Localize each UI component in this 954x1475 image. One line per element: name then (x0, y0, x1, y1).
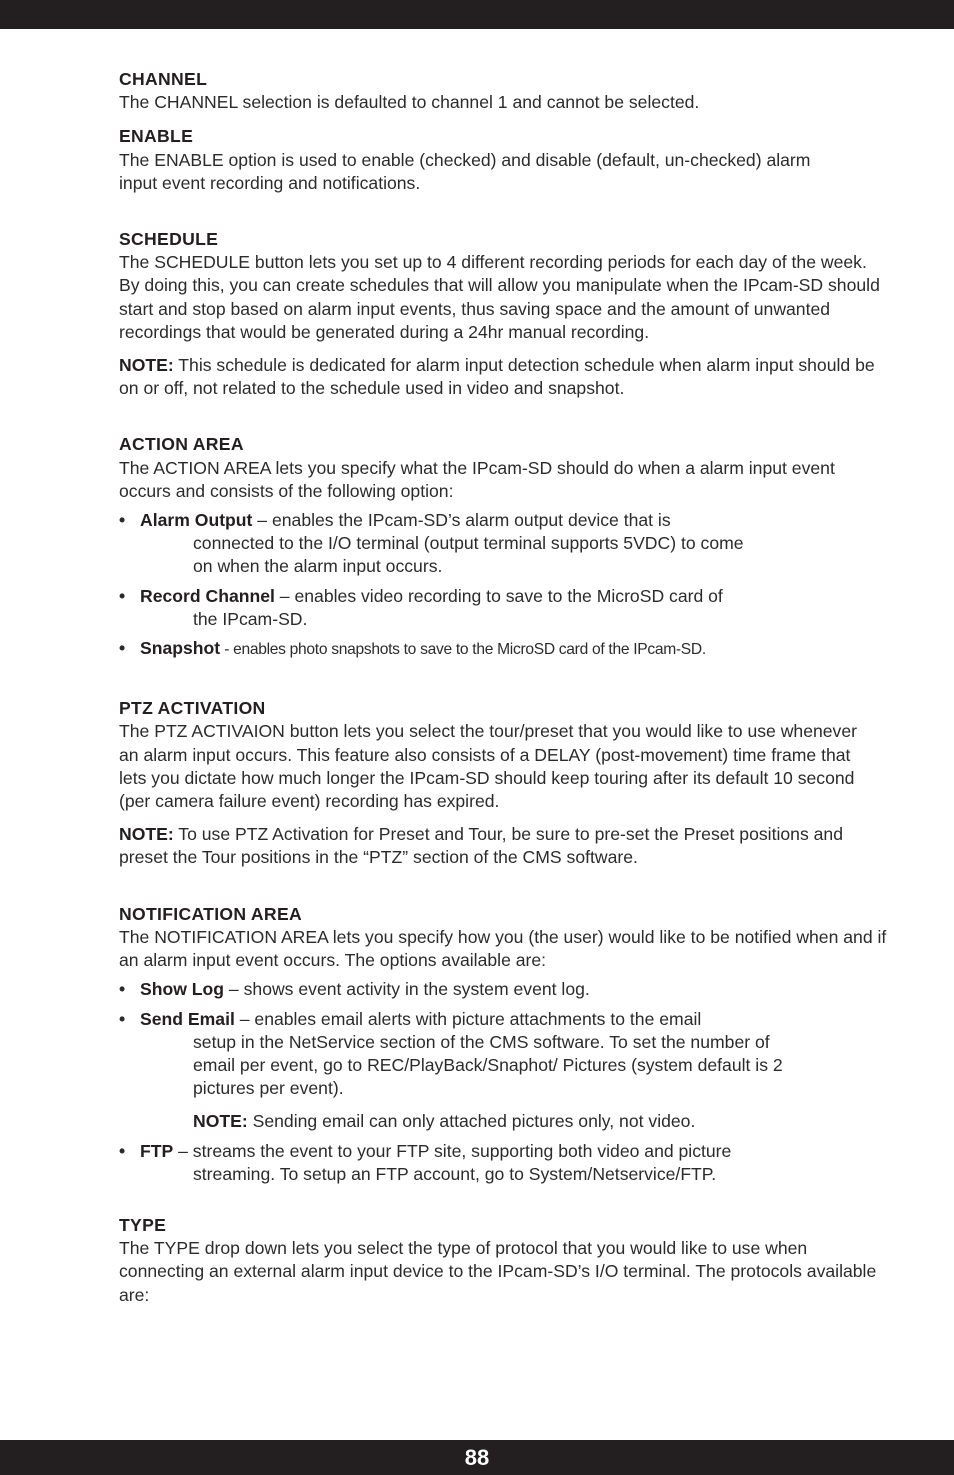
page-number: 88 (464, 1445, 490, 1470)
note-label: NOTE: (193, 1111, 248, 1132)
option-term: Record Channel (140, 585, 275, 606)
option-desc: – enables the IPcam-SD’s alarm output device that is (252, 510, 671, 531)
list-item (119, 1008, 889, 1134)
top-bar (0, 0, 954, 29)
note-paragraph (140, 1110, 889, 1133)
section-body: The ACTION AREA lets you specify what the IPcam-SD should do when a alarm input event occurs and consists of the following option: (119, 457, 835, 501)
list-item (119, 585, 889, 631)
option-desc-continued: streaming. To setup an FTP account, go to System/Netservice/FTP. (193, 1163, 717, 1184)
section-body: The NOTIFICATION AREA lets you specify how you (the user) would like to be notified when and if an alarm input event occurs. The options available are: (119, 926, 887, 971)
section-schedule (119, 228, 889, 400)
page-content (119, 68, 889, 1307)
section-body: The PTZ ACTIVAION button lets you select the tour/preset that you would like to use whenever an alarm input occurs. This feature also consists of a DELAY (post-movement) time frame that lets you dictate how much longer the IPcam-SD should keep touring after its default 10 second (per camera failure event) recording has expired. (119, 721, 858, 812)
list-item (119, 509, 889, 579)
option-desc-continued: the IPcam-SD. (193, 608, 308, 629)
note-label: NOTE: (119, 355, 174, 376)
section-notification-area (119, 903, 889, 1186)
section-enable (119, 125, 889, 195)
option-desc-continued: setup in the NetService section of the CMS software. To set the number of email per event, go to REC/PlayBack/Snaphot/ Pictures (system default is 2 pictures per event). (193, 1031, 783, 1099)
option-desc: – shows event activity in the system event log. (224, 979, 590, 1000)
section-body: The SCHEDULE button lets you set up to 4 different recording periods for each day of the week. By doing this, you can create schedules that will allow you manipulate when the IPcam-SD should start and stop based on alarm input events, thus saving space and the amount of unwanted recordings that would be generated during a 24hr manual recording. (119, 252, 880, 342)
list-item (119, 1140, 889, 1186)
option-term: Alarm Output (140, 510, 253, 531)
option-term: Show Log (140, 979, 225, 1000)
section-heading: SCHEDULE (119, 229, 219, 250)
section-heading: ACTION AREA (119, 434, 244, 455)
notification-options-list (119, 978, 889, 1186)
section-heading: ENABLE (119, 126, 194, 147)
section-body: The CHANNEL selection is defaulted to channel 1 and cannot be selected. (119, 92, 700, 113)
action-options-list (119, 509, 889, 661)
section-channel (119, 68, 889, 114)
section-body: The TYPE drop down lets you select the type of protocol that you would like to use when connecting an external alarm input device to the IPcam-SD’s I/O terminal. The protocols available are: (119, 1238, 877, 1305)
note-paragraph (119, 823, 889, 869)
section-heading: TYPE (119, 1214, 167, 1235)
option-desc: – enables video recording to save to the MicroSD card of (274, 585, 723, 606)
note-label: NOTE: (119, 824, 174, 845)
option-term: FTP (140, 1140, 174, 1161)
note-text: To use PTZ Activation for Preset and Tour, be sure to pre-set the Preset positions and preset the Tour positions in the “PTZ” section of the CMS software. (119, 824, 843, 868)
footer-bar (0, 1440, 954, 1475)
list-item (119, 978, 889, 1001)
option-term: Snapshot (140, 638, 221, 659)
section-action-area (119, 433, 889, 661)
note-text: Sending email can only attached pictures only, not video. (247, 1111, 696, 1132)
option-desc: – enables email alerts with picture attachments to the email (234, 1008, 702, 1029)
option-desc: – streams the event to your FTP site, supporting both video and picture (173, 1140, 732, 1161)
section-ptz-activation (119, 697, 889, 869)
option-term: Send Email (140, 1008, 235, 1029)
note-text: This schedule is dedicated for alarm input detection schedule when alarm input should be on or off, not related to the schedule used in video and snapshot. (119, 355, 875, 399)
option-desc-continued: connected to the I/O terminal (output terminal supports 5VDC) to come on when the alarm input occurs. (193, 533, 744, 577)
section-heading: NOTIFICATION AREA (119, 903, 302, 924)
section-type (119, 1214, 889, 1307)
note-paragraph (119, 354, 889, 400)
section-body: The ENABLE option is used to enable (checked) and disable (default, un-checked) alarm input event recording and notifications. (119, 149, 811, 193)
list-item (119, 637, 889, 661)
section-heading: CHANNEL (119, 69, 208, 89)
section-heading: PTZ ACTIVATION (119, 698, 266, 719)
option-desc: - enables photo snapshots to save to the MicroSD card of the IPcam-SD. (220, 641, 706, 659)
